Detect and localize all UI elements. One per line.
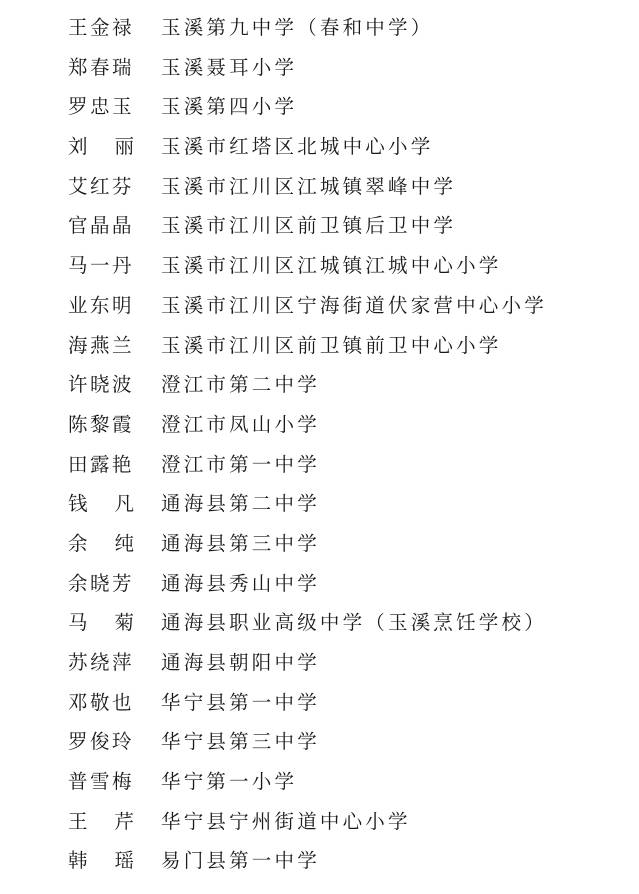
teacher-name: 余晓芳 [68,571,135,595]
school-name: 华宁县宁州街道中心小学 [161,809,411,833]
school-name: 玉溪市江川区江城镇江城中心小学 [161,254,502,278]
list-item [0,326,639,366]
teacher-name-char: 钱 [68,492,88,516]
teacher-list [0,8,639,881]
teacher-name: 邓敬也 [68,690,135,714]
list-item [0,206,639,246]
list-item [0,365,639,405]
teacher-name-char: 韩 [68,849,88,873]
teacher-name [68,603,134,643]
teacher-name-char: 余 [68,531,88,555]
school-name: 玉溪市江川区前卫镇前卫中心小学 [161,333,502,357]
school-name: 通海县第二中学 [161,492,320,516]
teacher-name: 马一丹 [68,254,135,278]
teacher-name: 苏绕萍 [68,651,135,674]
teacher-name: 郑春瑞 [68,55,135,79]
teacher-name: 陈黎霞 [68,412,135,436]
teacher-name: 许晓波 [68,373,135,397]
school-name: 玉溪第四小学 [161,95,298,119]
school-name: 玉溪第九中学（春和中学） [161,16,434,39]
teacher-name-char: 菊 [114,611,134,635]
list-item [0,127,639,167]
school-name: 通海县朝阳中学 [161,651,320,674]
teacher-name-char: 凡 [114,492,134,516]
list-item [0,802,639,842]
list-item [0,683,639,723]
list-item [0,246,639,286]
teacher-name-char: 芹 [114,809,134,833]
list-item [0,564,639,604]
school-name: 通海县第三中学 [161,531,320,555]
teacher-name [68,841,134,881]
list-item [0,48,639,88]
school-name: 玉溪市红塔区北城中心小学 [161,135,434,159]
school-name: 玉溪市江川区宁海街道伏家营中心小学 [161,293,547,317]
school-name: 华宁第一小学 [161,770,298,794]
school-name: 华宁县第三中学 [161,730,320,754]
school-name: 通海县秀山中学 [161,571,320,595]
list-item [0,603,639,643]
teacher-name-char: 王 [68,809,88,833]
school-name: 玉溪聂耳小学 [161,55,298,79]
list-item [0,524,639,564]
school-name: 澄江市第一中学 [161,452,320,476]
teacher-name [68,524,134,564]
teacher-name: 艾红芬 [68,174,135,198]
teacher-name-char: 丽 [114,135,134,159]
teacher-name-char: 瑶 [114,849,134,873]
list-item [0,445,639,485]
teacher-name-char: 刘 [68,135,88,159]
teacher-name: 王金禄 [68,16,135,39]
teacher-name [68,802,134,842]
school-name: 澄江市凤山小学 [161,412,320,436]
teacher-name: 官晶晶 [68,214,135,238]
list-item [0,87,639,127]
list-item [0,762,639,802]
teacher-name [68,127,134,167]
list-item [0,484,639,524]
list-item [0,405,639,445]
school-name: 澄江市第二中学 [161,373,320,397]
teacher-name [68,484,134,524]
list-item [0,8,639,48]
school-name: 通海县职业高级中学（玉溪烹饪学校） [161,611,547,635]
school-name: 玉溪市江川区江城镇翠峰中学 [161,174,457,198]
list-item [0,286,639,326]
teacher-name: 田露艳 [68,452,135,476]
list-item [0,722,639,762]
teacher-name: 罗忠玉 [68,95,135,119]
teacher-name: 业东明 [68,293,135,317]
school-name: 华宁县第一中学 [161,690,320,714]
teacher-name-char: 马 [68,611,88,635]
teacher-name: 海燕兰 [68,333,135,357]
teacher-name: 普雪梅 [68,770,135,794]
list-item [0,167,639,207]
list-item [0,841,639,881]
teacher-name-char: 纯 [114,531,134,555]
school-name: 易门县第一中学 [161,849,320,873]
list-item [0,643,639,683]
teacher-name: 罗俊玲 [68,730,135,754]
school-name: 玉溪市江川区前卫镇后卫中学 [161,214,457,238]
